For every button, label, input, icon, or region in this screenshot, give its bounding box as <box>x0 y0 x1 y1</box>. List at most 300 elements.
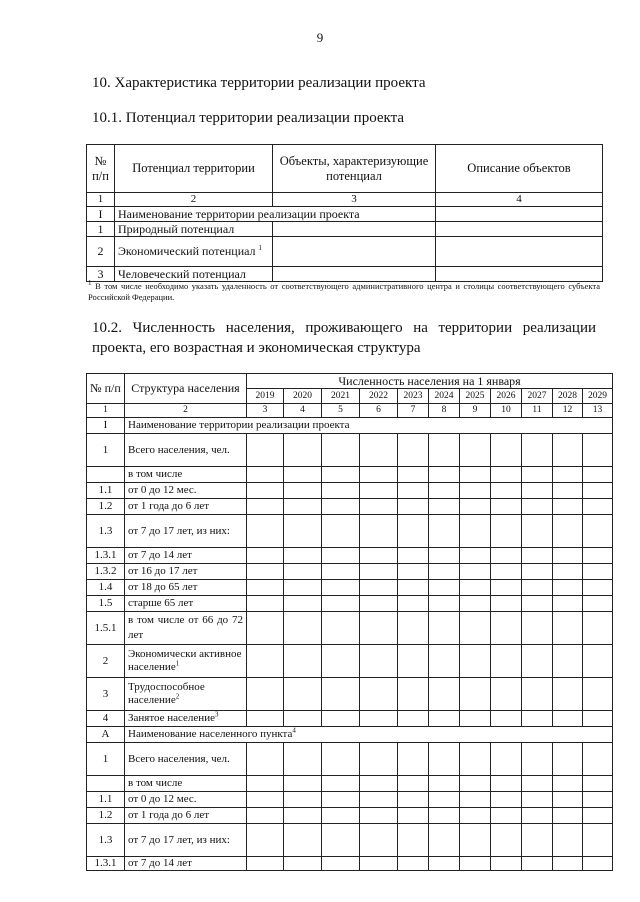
value-cell <box>460 612 491 645</box>
t2-row <box>87 580 613 596</box>
value-cell <box>460 678 491 711</box>
row-num: 1.1 <box>87 792 125 808</box>
t1-header-num: № п/п <box>87 145 115 193</box>
value-cell <box>360 612 398 645</box>
t2-row <box>87 499 613 515</box>
value-cell <box>398 711 429 727</box>
footnote-text: В том числе необходимо указать удаленность от соответствующего административного центра и столицы соответствующего субъекта Российской Федерации. <box>88 281 601 302</box>
cell <box>273 267 436 282</box>
value-cell <box>429 678 460 711</box>
value-cell <box>360 857 398 871</box>
footnote-mark: 1 <box>175 659 180 668</box>
value-cell <box>553 564 583 580</box>
value-cell <box>398 792 429 808</box>
value-cell <box>284 678 322 711</box>
population-table-body <box>87 418 613 871</box>
t2-colnum: 6 <box>360 404 398 418</box>
row-num: 1.3.1 <box>87 548 125 564</box>
value-cell <box>583 548 613 564</box>
value-cell <box>491 678 522 711</box>
cell <box>436 267 603 282</box>
value-cell <box>429 483 460 499</box>
footnote-mark: 1 <box>88 279 92 288</box>
value-cell <box>247 612 284 645</box>
value-cell <box>360 743 398 776</box>
value-cell <box>491 548 522 564</box>
value-cell <box>247 548 284 564</box>
value-cell <box>583 596 613 612</box>
value-cell <box>360 596 398 612</box>
value-cell <box>322 483 360 499</box>
value-cell <box>429 776 460 792</box>
section-10-2-title-line1: 10.2. Численность населения, проживающего на территории реализации <box>92 320 596 336</box>
value-cell <box>553 792 583 808</box>
value-cell <box>284 808 322 824</box>
section-10-1-title: 10.1. Потенциал территории реализации проекта <box>92 110 405 126</box>
year: 2024 <box>429 389 460 404</box>
row-num: 1.1 <box>87 483 125 499</box>
row-label-cell <box>125 483 247 499</box>
value-cell <box>398 434 429 467</box>
row-num: 1 <box>87 434 125 467</box>
value-cell <box>360 792 398 808</box>
value-cell <box>360 564 398 580</box>
t2-colnum: 2 <box>125 404 247 418</box>
row-label: от 0 до 12 мес. <box>128 484 197 496</box>
value-cell <box>284 645 322 678</box>
row-label-cell <box>125 711 247 727</box>
value-cell <box>583 808 613 824</box>
value-cell <box>491 467 522 483</box>
value-cell <box>247 596 284 612</box>
value-cell <box>460 645 491 678</box>
value-cell <box>360 467 398 483</box>
value-cell <box>360 580 398 596</box>
value-cell <box>522 711 553 727</box>
value-cell <box>522 515 553 548</box>
t1-header-potential: Потенциал территории <box>115 145 273 193</box>
row-label-cell <box>125 743 247 776</box>
value-cell <box>398 776 429 792</box>
value-cell <box>460 499 491 515</box>
row-label: Занятое население <box>128 712 215 724</box>
value-cell <box>583 743 613 776</box>
value-cell <box>491 824 522 857</box>
value-cell <box>522 548 553 564</box>
value-cell <box>522 596 553 612</box>
row-num: 1.5.1 <box>87 612 125 645</box>
value-cell <box>398 467 429 483</box>
value-cell <box>322 645 360 678</box>
year: 2022 <box>360 389 398 404</box>
t2-row <box>87 434 613 467</box>
t2-row <box>87 711 613 727</box>
t2-row <box>87 467 613 483</box>
value-cell <box>360 645 398 678</box>
value-cell <box>553 808 583 824</box>
row-num: 2 <box>87 645 125 678</box>
value-cell <box>429 824 460 857</box>
value-cell <box>398 548 429 564</box>
t2-row <box>87 564 613 580</box>
value-cell <box>491 808 522 824</box>
value-cell <box>522 808 553 824</box>
value-cell <box>398 596 429 612</box>
value-cell <box>522 483 553 499</box>
row-label: Наименование территории реализации проекта <box>115 207 436 222</box>
population-table <box>86 373 613 871</box>
value-cell <box>247 743 284 776</box>
value-cell <box>398 857 429 871</box>
value-cell <box>553 711 583 727</box>
row-label-cell <box>125 418 613 434</box>
value-cell <box>284 515 322 548</box>
cell <box>436 222 603 237</box>
value-cell <box>583 678 613 711</box>
value-cell <box>322 612 360 645</box>
value-cell <box>284 711 322 727</box>
value-cell <box>522 776 553 792</box>
row-label: Человеческий потенциал <box>115 267 273 282</box>
footnote-mark: 2 <box>175 692 180 701</box>
value-cell <box>398 824 429 857</box>
row-label-cell <box>125 467 247 483</box>
value-cell <box>284 743 322 776</box>
t2-colnum: 12 <box>553 404 583 418</box>
value-cell <box>553 548 583 564</box>
footnote-mark: 1 <box>258 244 263 252</box>
value-cell <box>429 612 460 645</box>
t2-row <box>87 483 613 499</box>
value-cell <box>429 434 460 467</box>
year: 2027 <box>522 389 553 404</box>
value-cell <box>284 612 322 645</box>
value-cell <box>553 612 583 645</box>
value-cell <box>429 743 460 776</box>
row-num: 3 <box>87 267 115 282</box>
t2-row <box>87 645 613 678</box>
value-cell <box>491 564 522 580</box>
value-cell <box>284 792 322 808</box>
value-cell <box>429 792 460 808</box>
value-cell <box>460 711 491 727</box>
value-cell <box>398 678 429 711</box>
row-label: Экономический потенциал <box>118 244 256 258</box>
value-cell <box>322 548 360 564</box>
value-cell <box>460 792 491 808</box>
value-cell <box>491 580 522 596</box>
row-num: 1.3.1 <box>87 857 125 871</box>
row-num: 1.2 <box>87 808 125 824</box>
value-cell <box>553 580 583 596</box>
value-cell <box>491 743 522 776</box>
t2-row <box>87 612 613 645</box>
value-cell <box>322 596 360 612</box>
year: 2021 <box>322 389 360 404</box>
t1-colnum: 3 <box>273 193 436 207</box>
value-cell <box>247 499 284 515</box>
t1-header-description: Описание объектов <box>436 145 603 193</box>
value-cell <box>398 645 429 678</box>
value-cell <box>553 515 583 548</box>
row-num <box>87 467 125 483</box>
value-cell <box>284 776 322 792</box>
row-label-cell <box>125 499 247 515</box>
value-cell <box>429 596 460 612</box>
row-num: 1 <box>87 743 125 776</box>
t2-colnum: 7 <box>398 404 429 418</box>
row-label-cell <box>125 678 247 711</box>
t2-colnum: 9 <box>460 404 491 418</box>
row-label-cell <box>125 792 247 808</box>
value-cell <box>429 580 460 596</box>
row-label: от 16 до 17 лет <box>128 565 198 577</box>
value-cell <box>522 467 553 483</box>
value-cell <box>247 824 284 857</box>
cell <box>273 222 436 237</box>
value-cell <box>491 596 522 612</box>
t2-colnum: 5 <box>322 404 360 418</box>
value-cell <box>429 467 460 483</box>
row-num: 3 <box>87 678 125 711</box>
section-10-title: 10. Характеристика территории реализации проекта <box>92 75 426 91</box>
value-cell <box>284 483 322 499</box>
value-cell <box>553 824 583 857</box>
t2-row <box>87 808 613 824</box>
t2-row <box>87 776 613 792</box>
value-cell <box>284 580 322 596</box>
t2-row <box>87 418 613 434</box>
value-cell <box>583 483 613 499</box>
t2-row <box>87 596 613 612</box>
value-cell <box>247 645 284 678</box>
row-label: от 7 до 17 лет, из них: <box>128 833 230 846</box>
value-cell <box>322 434 360 467</box>
row-label-cell <box>125 808 247 824</box>
t2-colnum: 4 <box>284 404 322 418</box>
value-cell <box>583 499 613 515</box>
value-cell <box>583 645 613 678</box>
value-cell <box>360 434 398 467</box>
value-cell <box>360 776 398 792</box>
value-cell <box>322 792 360 808</box>
year: 2025 <box>460 389 491 404</box>
value-cell <box>247 792 284 808</box>
value-cell <box>553 645 583 678</box>
row-num: А <box>87 727 125 743</box>
row-label: от 7 до 17 лет, из них: <box>128 524 230 537</box>
value-cell <box>460 434 491 467</box>
row-label-cell <box>125 727 613 743</box>
t2-header-num: № п/п <box>87 374 125 404</box>
value-cell <box>247 711 284 727</box>
value-cell <box>322 711 360 727</box>
row-label-cell <box>125 645 247 678</box>
value-cell <box>322 857 360 871</box>
value-cell <box>429 808 460 824</box>
value-cell <box>284 499 322 515</box>
value-cell <box>522 857 553 871</box>
year: 2026 <box>491 389 522 404</box>
value-cell <box>583 857 613 871</box>
value-cell <box>583 515 613 548</box>
value-cell <box>583 434 613 467</box>
row-label: от 1 года до 6 лет <box>128 500 210 512</box>
territory-potential-table <box>86 144 603 282</box>
value-cell <box>460 564 491 580</box>
t2-row <box>87 727 613 743</box>
value-cell <box>247 808 284 824</box>
value-cell <box>553 483 583 499</box>
value-cell <box>398 515 429 548</box>
value-cell <box>284 596 322 612</box>
value-cell <box>322 499 360 515</box>
year: 2023 <box>398 389 429 404</box>
t2-header-structure: Структура населения <box>125 374 247 404</box>
year: 2020 <box>284 389 322 404</box>
value-cell <box>522 792 553 808</box>
row-num: 1.3 <box>87 824 125 857</box>
value-cell <box>247 857 284 871</box>
t2-row <box>87 824 613 857</box>
value-cell <box>247 678 284 711</box>
value-cell <box>360 499 398 515</box>
value-cell <box>583 580 613 596</box>
value-cell <box>322 580 360 596</box>
value-cell <box>429 645 460 678</box>
value-cell <box>460 515 491 548</box>
value-cell <box>522 564 553 580</box>
value-cell <box>429 515 460 548</box>
value-cell <box>284 857 322 871</box>
value-cell <box>398 808 429 824</box>
value-cell <box>522 743 553 776</box>
row-num: 1 <box>87 222 115 237</box>
footnote-mark: 4 <box>292 726 296 735</box>
value-cell <box>322 467 360 483</box>
row-label-cell <box>125 515 247 548</box>
row-num: 1.2 <box>87 499 125 515</box>
row-label-cell <box>125 564 247 580</box>
t2-colnum: 1 <box>87 404 125 418</box>
row-label: старше 65 лет <box>128 597 194 609</box>
t2-colnum: 10 <box>491 404 522 418</box>
value-cell <box>553 857 583 871</box>
value-cell <box>398 743 429 776</box>
value-cell <box>460 808 491 824</box>
row-label: в том числе <box>128 777 183 789</box>
value-cell <box>360 808 398 824</box>
row-num: 2 <box>87 237 115 267</box>
value-cell <box>360 548 398 564</box>
row-label-cell <box>125 857 247 871</box>
t2-row <box>87 743 613 776</box>
value-cell <box>360 711 398 727</box>
value-cell <box>583 711 613 727</box>
cell <box>436 207 603 222</box>
value-cell <box>522 824 553 857</box>
table1-footnote <box>88 281 600 303</box>
row-label: от 0 до 12 мес. <box>128 793 197 805</box>
value-cell <box>360 678 398 711</box>
value-cell <box>247 434 284 467</box>
value-cell <box>247 515 284 548</box>
value-cell <box>522 612 553 645</box>
value-cell <box>322 824 360 857</box>
value-cell <box>460 483 491 499</box>
value-cell <box>553 467 583 483</box>
value-cell <box>460 743 491 776</box>
value-cell <box>360 824 398 857</box>
value-cell <box>284 824 322 857</box>
row-label: Всего населения, чел. <box>128 443 230 456</box>
year: 2019 <box>247 389 284 404</box>
value-cell <box>583 824 613 857</box>
value-cell <box>284 548 322 564</box>
t1-colnum: 4 <box>436 193 603 207</box>
value-cell <box>460 776 491 792</box>
t1-row <box>87 237 603 267</box>
value-cell <box>322 515 360 548</box>
row-label-cell <box>125 824 247 857</box>
t1-row <box>87 222 603 237</box>
value-cell <box>553 434 583 467</box>
value-cell <box>491 645 522 678</box>
value-cell <box>553 499 583 515</box>
row-label: от 7 до 14 лет <box>128 857 192 869</box>
row-num: 1.3 <box>87 515 125 548</box>
row-label-cell <box>125 612 247 645</box>
value-cell <box>398 564 429 580</box>
t2-row <box>87 548 613 564</box>
value-cell <box>491 776 522 792</box>
value-cell <box>583 776 613 792</box>
row-label-cell <box>125 548 247 564</box>
value-cell <box>247 467 284 483</box>
value-cell <box>491 857 522 871</box>
value-cell <box>583 612 613 645</box>
value-cell <box>583 792 613 808</box>
value-cell <box>583 467 613 483</box>
value-cell <box>522 580 553 596</box>
t2-row <box>87 515 613 548</box>
t2-colnum: 13 <box>583 404 613 418</box>
footnote-mark: 3 <box>214 710 219 719</box>
cell <box>273 237 436 267</box>
value-cell <box>322 808 360 824</box>
year: 2028 <box>553 389 583 404</box>
value-cell <box>322 678 360 711</box>
row-num: I <box>87 207 115 222</box>
value-cell <box>284 564 322 580</box>
row-label-cell <box>125 434 247 467</box>
row-label: Наименование населенного пункта <box>128 728 293 740</box>
row-num <box>87 776 125 792</box>
row-label: от 7 до 14 лет <box>128 549 192 561</box>
row-label-cell <box>125 580 247 596</box>
value-cell <box>553 596 583 612</box>
value-cell <box>491 434 522 467</box>
value-cell <box>429 857 460 871</box>
row-label: от 18 до 65 лет <box>128 581 198 593</box>
t2-row <box>87 792 613 808</box>
value-cell <box>583 564 613 580</box>
t2-row <box>87 857 613 871</box>
value-cell <box>522 499 553 515</box>
value-cell <box>429 499 460 515</box>
value-cell <box>460 580 491 596</box>
row-label: Всего населения, чел. <box>128 752 230 765</box>
